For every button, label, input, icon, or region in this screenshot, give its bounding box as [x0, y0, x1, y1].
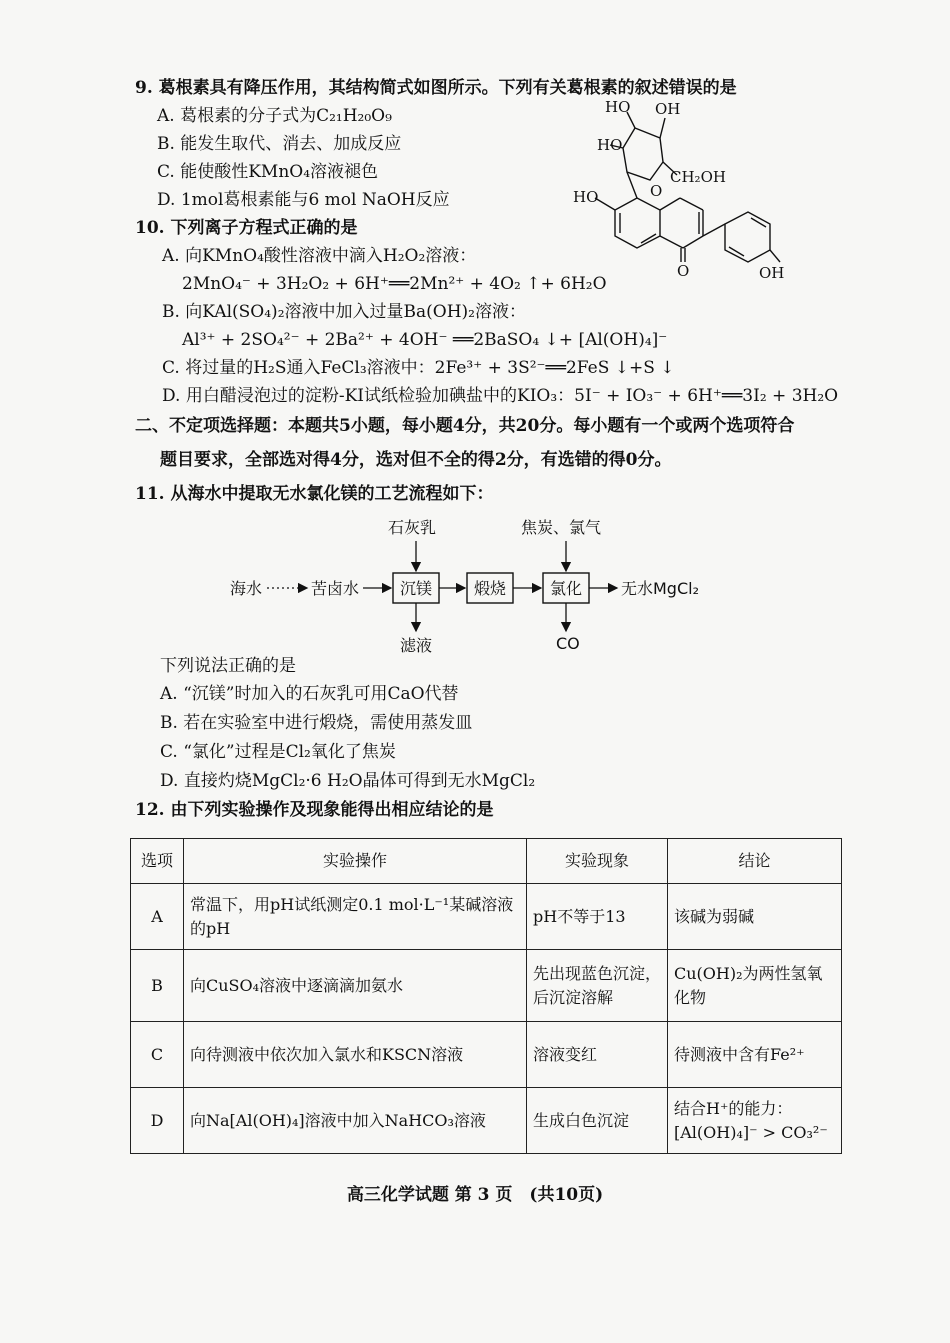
row-c-conclusion: 待测液中含有Fe²⁺: [668, 1022, 842, 1088]
q11-option-c: C. “氯化”过程是Cl₂氧化了焦炭: [160, 742, 396, 762]
flow-brine: 苦卤水: [311, 579, 360, 598]
q10-option-a: A. 向KMnO₄酸性溶液中滴入H₂O₂溶液：: [162, 246, 477, 266]
label-ho3: HO: [573, 188, 599, 206]
flow-box1-label: 沉镁: [400, 579, 433, 598]
table-row: [131, 1088, 842, 1154]
label-o-keto: O: [677, 262, 690, 280]
page-footer: 高三化学试题 第 3 页 (共10页): [346, 1185, 604, 1205]
process-flow-diagram: [225, 515, 725, 660]
label-ho1: HO: [605, 100, 631, 116]
row-b-operation: 向CuSO₄溶液中逐滴滴加氨水: [184, 950, 527, 1022]
puerarin-structure: [565, 100, 805, 290]
row-a-conclusion: 该碱为弱碱: [668, 884, 842, 950]
row-c-phenomenon: 溶液变红: [527, 1022, 668, 1088]
q9-option-c: C. 能使酸性KMnO₄溶液褪色: [157, 162, 379, 182]
row-b-conclusion: Cu(OH)₂为两性氢氧化物: [668, 950, 842, 1022]
row-d-conclusion: 结合H⁺的能力：[Al(OH)₄]⁻ > CO₃²⁻: [668, 1088, 842, 1154]
q11-prompt: 下列说法正确的是: [160, 656, 296, 676]
q10-stem: 10. 下列离子方程式正确的是: [135, 218, 358, 238]
flow-box3-label: 氯化: [550, 579, 583, 598]
label-ho2: HO: [597, 136, 623, 154]
experiment-table: [130, 838, 842, 1154]
q9-option-d: D. 1mol葛根素能与6 mol NaOH反应: [157, 190, 450, 210]
q10-option-a-equation: 2MnO₄⁻ + 3H₂O₂ + 6H⁺══2Mn²⁺ + 4O₂ ↑+ 6H₂O: [182, 274, 607, 294]
q11-stem: 11. 从海水中提取无水氯化镁的工艺流程如下：: [135, 484, 494, 504]
label-ch2oh: CH₂OH: [670, 168, 726, 186]
row-a-option: A: [131, 884, 184, 950]
q11-option-a: A. “沉镁”时加入的石灰乳可用CaO代替: [160, 684, 459, 704]
q11-option-d: D. 直接灼烧MgCl₂·6 H₂O晶体可得到无水MgCl₂: [160, 771, 536, 791]
flow-product: 无水MgCl₂: [621, 579, 699, 598]
flow-output1: 滤液: [400, 636, 433, 655]
q9-stem: 9. 葛根素具有降压作用，其结构简式如图所示。下列有关葛根素的叙述错误的是: [135, 78, 737, 98]
flow-input3: 焦炭、氯气: [521, 518, 602, 537]
benzene-ring-b: [725, 212, 770, 262]
q9-option-b: B. 能发生取代、消去、加成反应: [157, 134, 402, 154]
row-b-option: B: [131, 950, 184, 1022]
q12-stem: 12. 由下列实验操作及现象能得出相应结论的是: [135, 800, 494, 820]
q11-option-b: B. 若在实验室中进行煅烧，需使用蒸发皿: [160, 713, 473, 733]
row-d-operation: 向Na[Al(OH)₄]溶液中加入NaHCO₃溶液: [184, 1088, 527, 1154]
label-oh1: OH: [655, 100, 681, 118]
flow-output3: CO: [556, 634, 580, 653]
table-row: [131, 1022, 842, 1088]
flow-box2-label: 煅烧: [474, 579, 507, 598]
row-a-phenomenon: pH不等于13: [527, 884, 668, 950]
table-header-row: [131, 839, 842, 884]
row-d-option: D: [131, 1088, 184, 1154]
header-option: 选项: [131, 839, 184, 884]
table-row: [131, 884, 842, 950]
row-c-operation: 向待测液中依次加入氯水和KSCN溶液: [184, 1022, 527, 1088]
q10-option-c: C. 将过量的H₂S通入FeCl₃溶液中：2Fe³⁺ + 3S²⁻══2FeS ↓+S ↓: [162, 358, 675, 378]
benzene-ring-a: [615, 198, 660, 248]
q10-option-b-equation: Al³⁺ + 2SO₄²⁻ + 2Ba²⁺ + 4OH⁻ ══2BaSO₄ ↓+ [Al(OH)₄]⁻: [182, 330, 668, 350]
label-oh-phenol: OH: [759, 264, 785, 282]
q10-option-d: D. 用白醋浸泡过的淀粉-KI试纸检验加碘盐中的KIO₃：5I⁻ + IO₃⁻ + 6H⁺══3I₂ + 3H₂O: [162, 386, 839, 406]
q9-option-a: A. 葛根素的分子式为C₂₁H₂₀O₉: [157, 106, 392, 126]
q10-option-b: B. 向KAl(SO₄)₂溶液中加入过量Ba(OH)₂溶液：: [162, 302, 526, 322]
sugar-ring: [623, 128, 663, 180]
row-b-phenomenon: 先出现蓝色沉淀，后沉淀溶解: [527, 950, 668, 1022]
header-operation: 实验操作: [184, 839, 527, 884]
section2-line1: 二、不定项选择题：本题共5小题，每小题4分，共20分。每小题有一个或两个选项符合: [135, 416, 795, 436]
flow-input1: 石灰乳: [388, 518, 437, 537]
header-conclusion: 结论: [668, 839, 842, 884]
section2-line2: 题目要求，全部选对得4分，选对但不全的得2分，有选错的得0分。: [160, 450, 672, 470]
row-d-phenomenon: 生成白色沉淀: [527, 1088, 668, 1154]
row-c-option: C: [131, 1022, 184, 1088]
label-o-ring: O: [650, 182, 663, 200]
row-a-operation: 常温下，用pH试纸测定0.1 mol·L⁻¹某碱溶液的pH: [184, 884, 527, 950]
table-row: [131, 950, 842, 1022]
flow-seawater: 海水: [230, 579, 263, 598]
header-phenomenon: 实验现象: [527, 839, 668, 884]
